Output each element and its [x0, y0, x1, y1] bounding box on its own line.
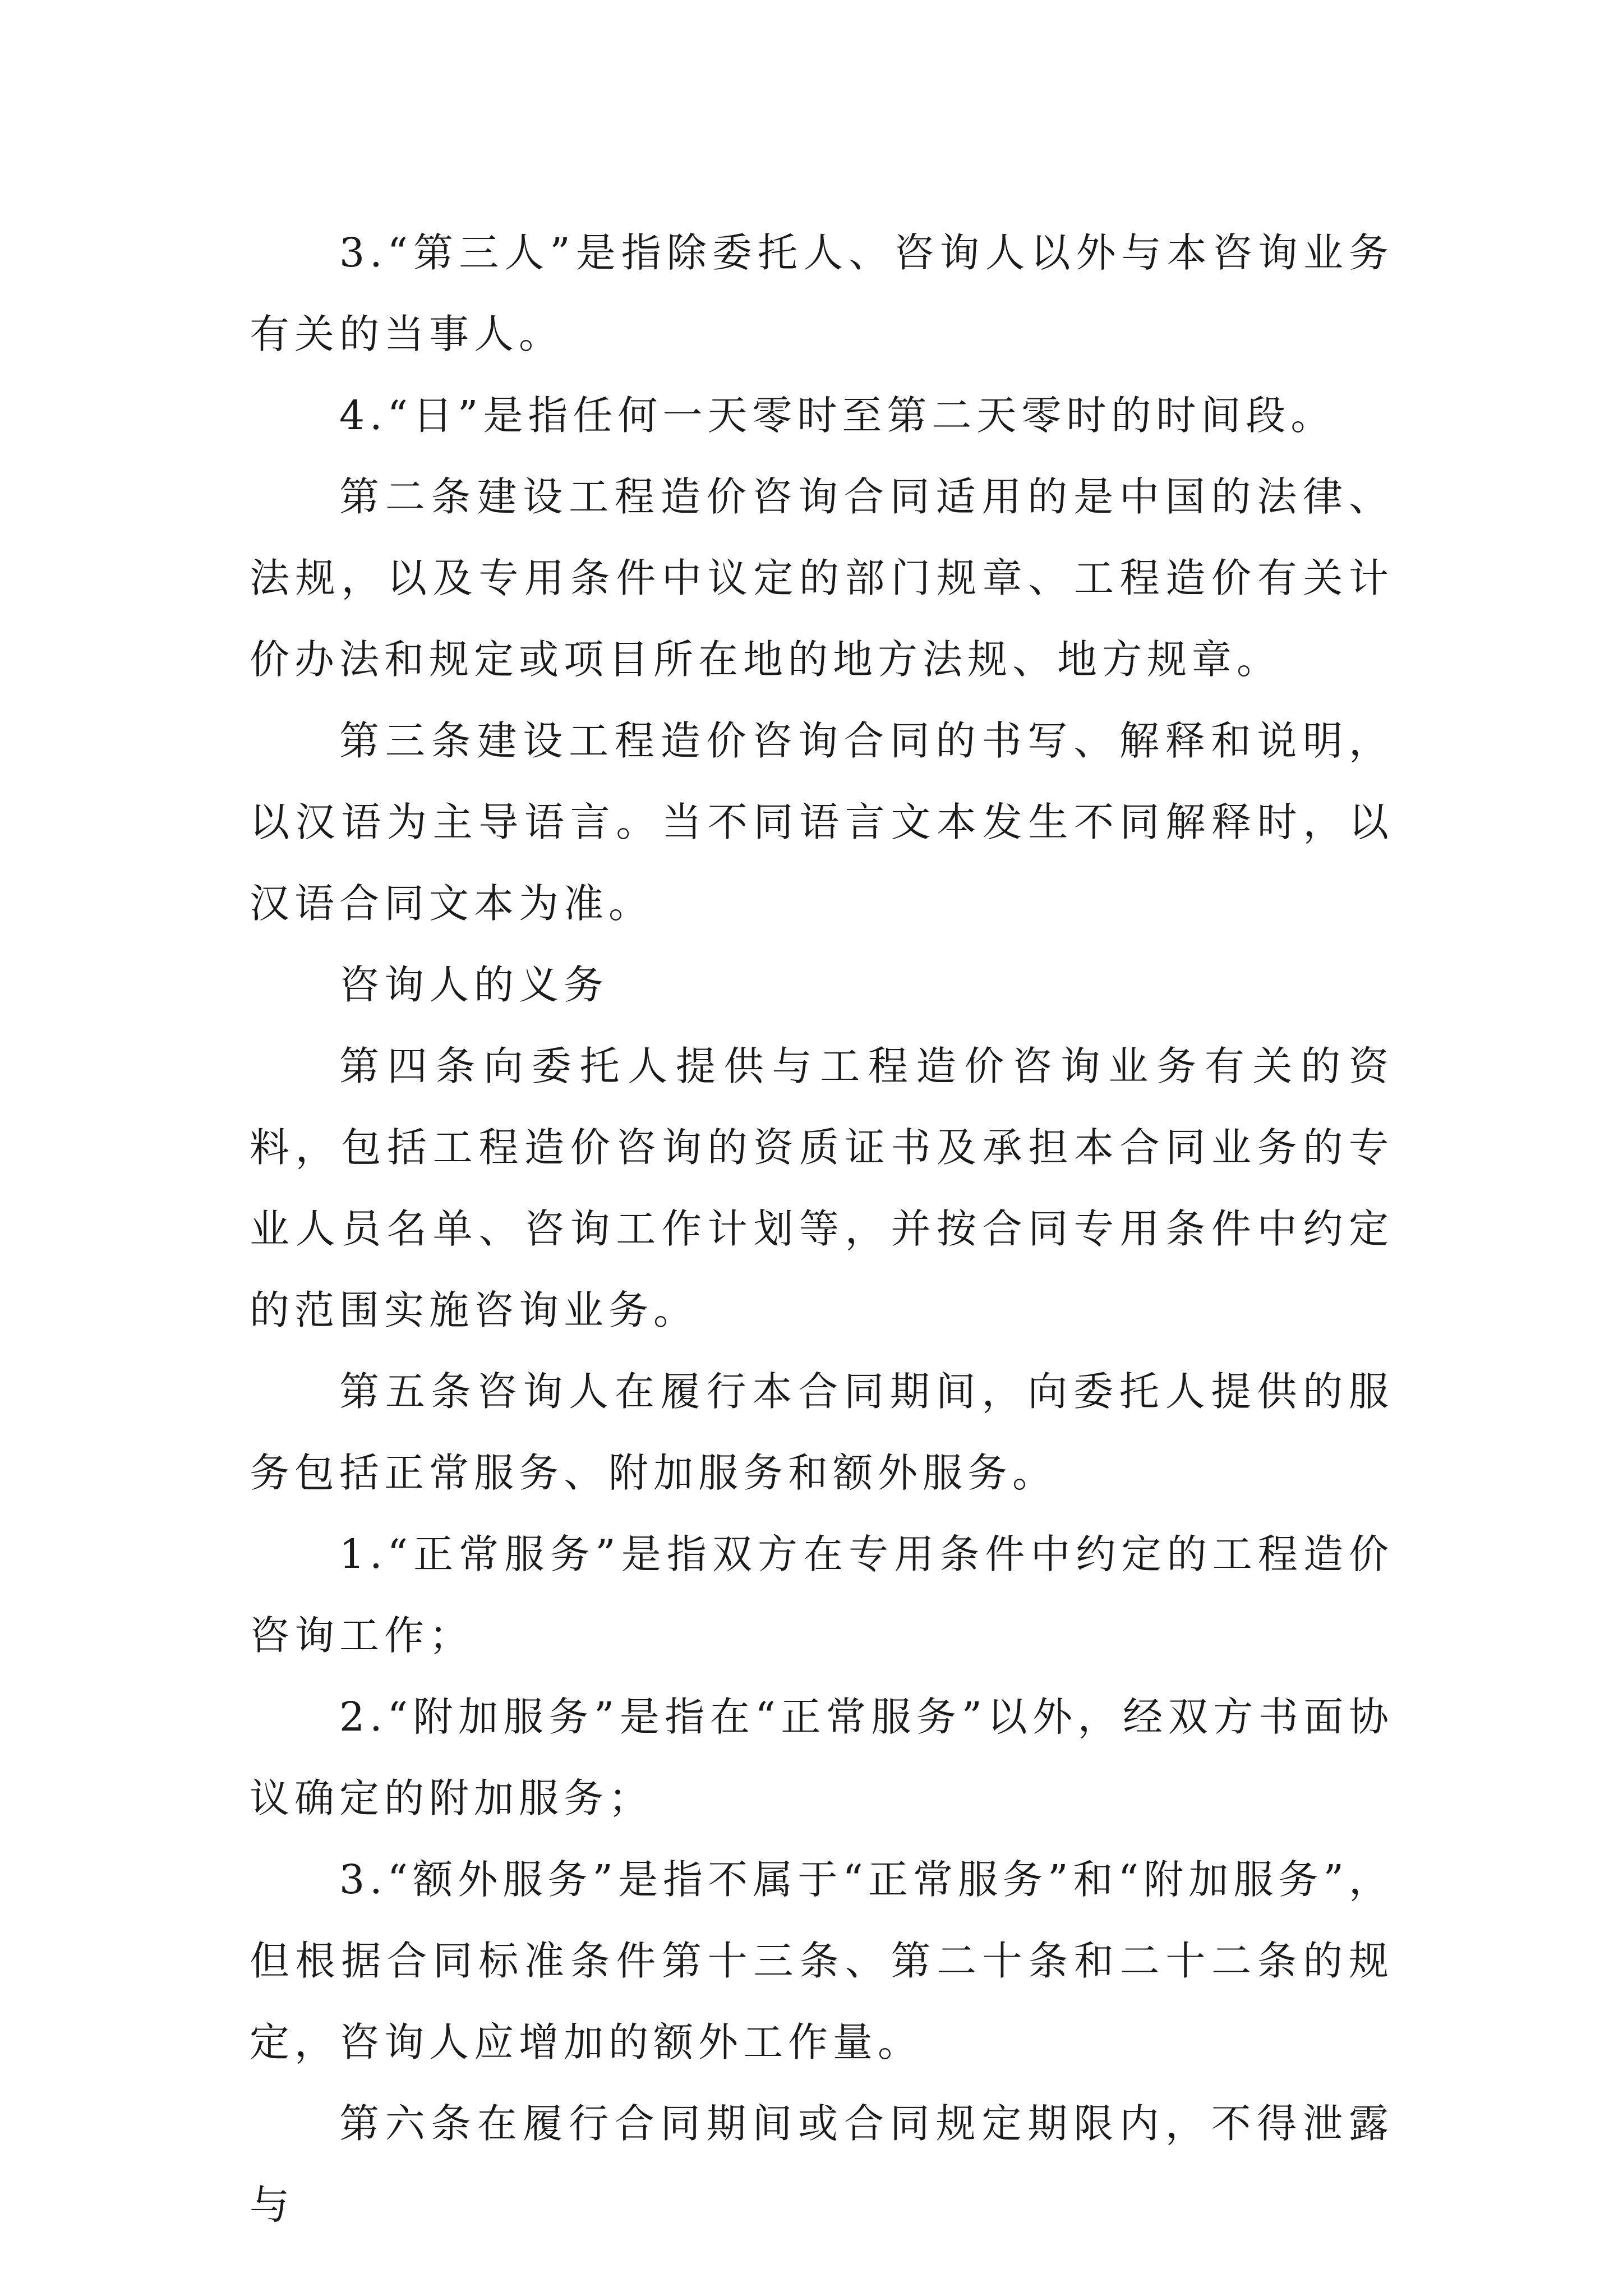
paragraph-article-3: 第三条建设工程造价咨询合同的书写、解释和说明，以汉语为主导语言。当不同语言文本发生不同解释时，以汉语合同文本为准。	[250, 717, 1394, 927]
paragraph-article-6: 第六条在履行合同期间或合同规定期限内，不得泄露与	[250, 2100, 1394, 2228]
paragraph-extra-service: 3.“额外服务”是指不属于“正常服务”和“附加服务”，但根据合同标准条件第十三条、第二十条和二十二条的规定，咨询人应增加的额外工作量。	[250, 1856, 1394, 2065]
paragraph-third-party-definition: 3.“第三人”是指除委托人、咨询人以外与本咨询业务有关的当事人。	[250, 229, 1394, 357]
paragraph-additional-service: 2.“附加服务”是指在“正常服务”以外，经双方书面协议确定的附加服务；	[250, 1694, 1394, 1821]
paragraph-day-definition: 4.“日”是指任何一天零时至第二天零时的时间段。	[339, 392, 1336, 439]
paragraph-article-4: 第四条向委托人提供与工程造价咨询业务有关的资料，包括工程造价咨询的资质证书及承担本合同业务的专业人员名单、咨询工作计划等，并按合同专用条件中约定的范围实施咨询业务。	[250, 1043, 1394, 1333]
paragraph-normal-service: 1.“正常服务”是指双方在专用条件中约定的工程造价咨询工作；	[250, 1531, 1394, 1659]
paragraph-article-2: 第二条建设工程造价咨询合同适用的是中国的法律、法规，以及专用条件中议定的部门规章、工程造价有关计价办法和规定或项目所在地的地方法规、地方规章。	[250, 473, 1394, 683]
document-body	[250, 212, 1394, 2246]
section-heading-consultant-obligations: 咨询人的义务	[339, 961, 609, 1008]
paragraph-article-5: 第五条咨询人在履行本合同期间，向委托人提供的服务包括正常服务、附加服务和额外服务。	[250, 1368, 1394, 1496]
